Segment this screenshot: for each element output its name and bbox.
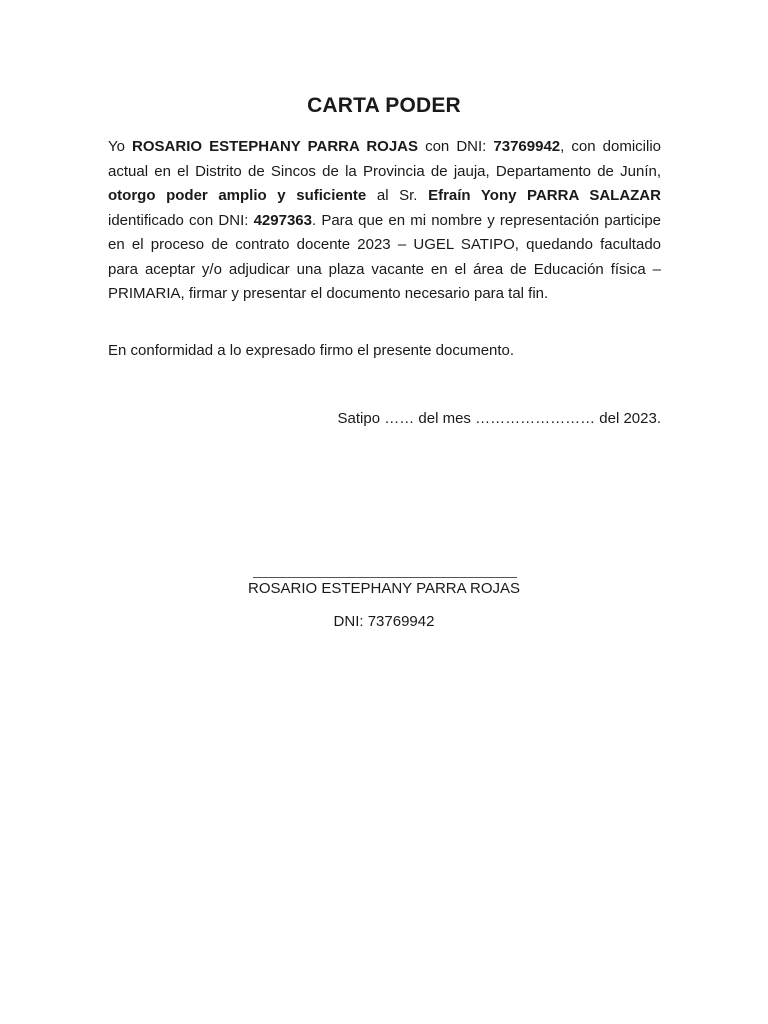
conformity-paragraph: En conformidad a lo expresado firmo el presente documento. bbox=[108, 342, 515, 359]
text-segment: identificado con DNI: bbox=[108, 211, 254, 229]
attorney-dni: 4297363 bbox=[253, 211, 312, 229]
attorney-name: Efraín Yony PARRA SALAZAR bbox=[428, 187, 661, 204]
date-line: Satipo …… del mes …………………… del 2023. bbox=[337, 410, 661, 427]
signature-dni: DNI: 73769942 bbox=[333, 613, 435, 630]
grantor-dni: 73769942 bbox=[493, 138, 561, 155]
text-segment: . Para que en mi nombre y representación participe en el proceso de contrato docente 2023 – UGEL SATIPO, quedando facultado para aceptar y/o adjudicar una plaza vacante en el área de Educación física – PRIMARIA, firmar y presentar el documento necesario para tal fin. bbox=[108, 211, 661, 302]
document-title: CARTA PODER bbox=[307, 94, 461, 117]
text-segment: al Sr. bbox=[366, 187, 429, 204]
text-segment: Yo bbox=[108, 138, 133, 155]
grantor-name: ROSARIO ESTEPHANY PARRA ROJAS bbox=[132, 138, 419, 155]
text-segment: , con domicilio actual en el Distrito de Sincos de la Provincia de jauja, Departamento de Junín, bbox=[108, 138, 661, 180]
text-segment: con DNI: bbox=[418, 138, 494, 155]
grant-phrase: otorgo poder amplio y suficiente bbox=[108, 187, 367, 204]
signature-name: ROSARIO ESTEPHANY PARRA ROJAS bbox=[247, 580, 520, 597]
power-of-attorney-paragraph bbox=[108, 135, 661, 307]
